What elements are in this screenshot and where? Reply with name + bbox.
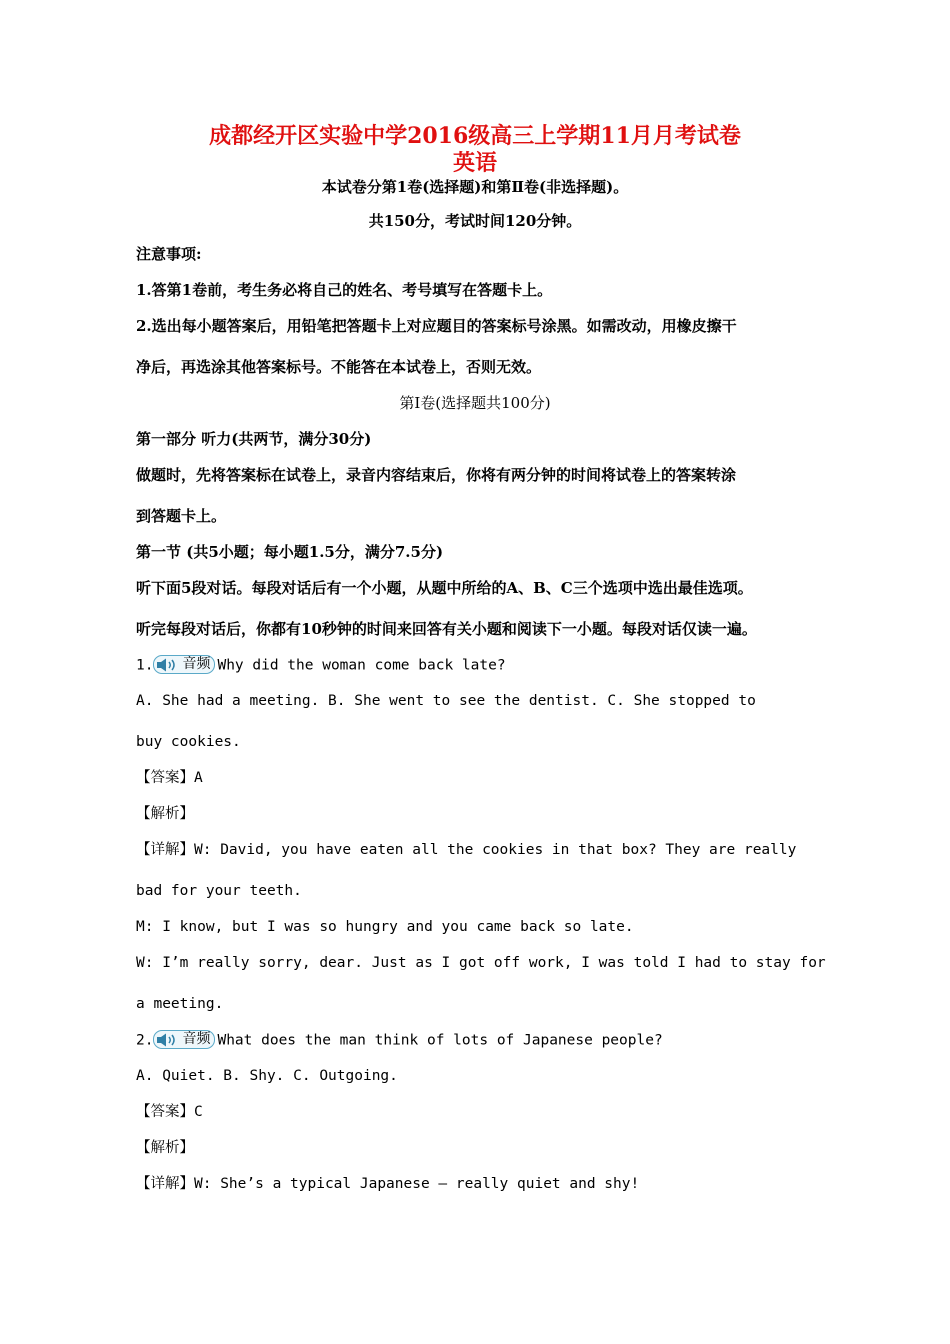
notes-item-1: 1.答第1卷前，考生务必将自己的姓名、考号填写在答题卡上。 (136, 281, 553, 299)
intro-line-1: 本试卷分第1卷(选择题)和第Ⅱ卷(非选择题)。 (321, 178, 629, 196)
speaker-icon (156, 1033, 180, 1047)
question-text: What does the man think of lots of Japanese people? (217, 1032, 663, 1049)
subsection-title: 第一节 (共5小题；每小题1.5分，满分7.5分) (136, 543, 444, 561)
part1-heading: 第Ⅰ卷(选择题共100分) (399, 394, 551, 412)
notes-item-2a: 2.选出每小题答案后，用铅笔把答题卡上对应题目的答案标号涂黑。如需改动，用橡皮擦干 (136, 317, 737, 335)
q2-answer: 【答案】C (136, 1104, 203, 1120)
q1-detail-d: W: I’m really sorry, dear. Just as I got off work, I was told I had to stay for (136, 955, 826, 971)
q2-analysis: 【解析】 (136, 1140, 194, 1156)
audio-label: 音频 (182, 656, 211, 672)
q2-options: A. Quiet. B. Shy. C. Outgoing. (136, 1068, 398, 1084)
question-number: 2. (136, 1032, 154, 1049)
question-text: Why did the woman come back late? (217, 657, 506, 674)
q1-analysis: 【解析】 (136, 806, 194, 822)
audio-button[interactable] (153, 1030, 215, 1049)
listening-instructions-2: 听完每段对话后，你都有10秒钟的时间来回答有关小题和阅读下一小题。每段对话仅读一遍。 (136, 620, 757, 638)
instructions-b: 到答题卡上。 (136, 507, 227, 525)
question-2 (136, 1030, 663, 1051)
q1-detail-a: 【详解】W: David, you have eaten all the cookies in that box? They are really (136, 842, 797, 858)
notes-heading: 注意事项: (136, 245, 202, 263)
intro-line-2: 共150分，考试时间120分钟。 (368, 212, 582, 230)
question-number: 1. (136, 657, 154, 674)
q1-detail-b: bad for your teeth. (136, 883, 302, 899)
q1-detail-e: a meeting. (136, 996, 224, 1012)
q1-options-b: buy cookies. (136, 734, 241, 750)
q1-detail-c: M: I know, but I was so hungry and you came back so late. (136, 919, 634, 935)
audio-label: 音频 (182, 1031, 211, 1047)
notes-item-2b: 净后，再选涂其他答案标号。不能答在本试卷上，否则无效。 (136, 358, 542, 376)
question-1 (136, 655, 506, 676)
speaker-icon (156, 658, 180, 672)
instructions-a: 做题时，先将答案标在试卷上，录音内容结束后，你将有两分钟的时间将试卷上的答案转涂 (136, 466, 737, 484)
q2-detail-a: 【详解】W: She’s a typical Japanese — really quiet and shy! (136, 1176, 640, 1192)
listening-instructions: 听下面5段对话。每段对话后有一个小题，从题中所给的A、B、C三个选项中选出最佳选项。 (136, 579, 753, 597)
subject-title: 英语 (452, 150, 497, 176)
document-title: 成都经开区实验中学2016级高三上学期11月月考试卷 (209, 123, 741, 149)
q1-options-a: A. She had a meeting. B. She went to see the dentist. C. She stopped to (136, 693, 756, 709)
audio-button[interactable] (153, 655, 215, 674)
q1-answer: 【答案】A (136, 770, 203, 786)
section-title: 第一部分 听力(共两节，满分30分) (136, 430, 372, 448)
